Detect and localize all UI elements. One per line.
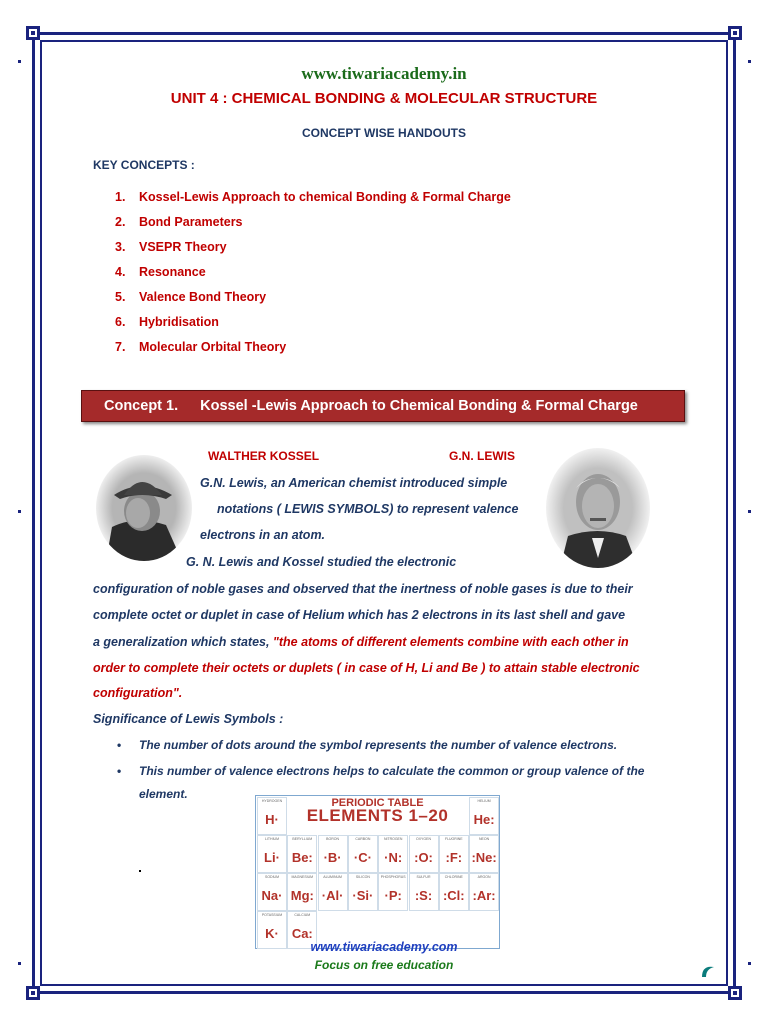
element-symbol: K· bbox=[265, 926, 279, 941]
element-symbol: :Ar: bbox=[472, 888, 496, 903]
bullet-text: element. bbox=[139, 787, 188, 801]
element-cell bbox=[469, 797, 499, 835]
concept-item bbox=[115, 340, 511, 365]
element-name: CALCIUM bbox=[294, 913, 311, 917]
element-symbol: :Cl: bbox=[442, 888, 465, 903]
paragraph-line: G. N. Lewis and Kossel studied the electronic bbox=[186, 555, 457, 569]
element-name: NITROGEN bbox=[383, 837, 403, 841]
element-name: POTASSIUM bbox=[261, 913, 283, 917]
element-name: HYDROGEN bbox=[261, 799, 283, 803]
site-url[interactable]: www.tiwariacademy.in bbox=[301, 64, 467, 83]
paragraph-line bbox=[93, 635, 629, 649]
element-symbol: Be: bbox=[291, 850, 313, 865]
margin-tick bbox=[18, 510, 21, 513]
element-name: MAGNESIUM bbox=[291, 875, 314, 879]
name-lewis: G.N. LEWIS bbox=[449, 449, 515, 463]
concept-item bbox=[115, 265, 511, 290]
bullet-text: This number of valence electrons helps to calculate the common or group valence of the bbox=[139, 764, 645, 778]
element-cell bbox=[378, 835, 408, 873]
corner-ornament bbox=[728, 26, 742, 40]
element-symbol: ·C· bbox=[353, 850, 372, 865]
margin-tick bbox=[748, 510, 751, 513]
concept-label: Bond Parameters bbox=[139, 215, 243, 229]
element-name: SILICON bbox=[355, 875, 370, 879]
element-cell bbox=[318, 835, 348, 873]
handouts-subtitle: CONCEPT WISE HANDOUTS bbox=[301, 126, 466, 140]
element-cell bbox=[348, 873, 378, 911]
paragraph-text: a generalization which states, bbox=[93, 635, 273, 649]
element-cell bbox=[348, 835, 378, 873]
unit-title: UNIT 4 : CHEMICAL BONDING & MOLECULAR STRUCTURE bbox=[170, 90, 598, 107]
significance-heading: Significance of Lewis Symbols : bbox=[93, 712, 284, 726]
kossel-portrait bbox=[96, 455, 192, 561]
concept-label: Resonance bbox=[139, 265, 206, 279]
concept-label: Valence Bond Theory bbox=[139, 290, 267, 304]
periodic-table-subtitle: ELEMENTS 1–20 bbox=[306, 806, 449, 825]
banner-title: Kossel -Lewis Approach to Chemical Bonding & Formal Charge bbox=[200, 398, 638, 414]
bullet-icon: • bbox=[117, 738, 122, 752]
element-name: CARBON bbox=[355, 837, 371, 841]
element-cell bbox=[469, 835, 499, 873]
element-symbol: :S: bbox=[414, 888, 433, 903]
concept-item bbox=[115, 215, 511, 240]
concept-number: 7. bbox=[115, 340, 126, 354]
corner-ornament bbox=[26, 986, 40, 1000]
paragraph-line: notations ( LEWIS SYMBOLS) to represent valence bbox=[217, 502, 519, 516]
element-name: LITHIUM bbox=[265, 837, 279, 841]
footer-url[interactable]: www.tiwariacademy.com bbox=[310, 940, 458, 954]
concept-number: 4. bbox=[115, 265, 126, 279]
bullet-text: The number of dots around the symbol represents the number of valence electrons. bbox=[139, 738, 618, 752]
paragraph-line: complete octet or duplet in case of Helium which has 2 electrons in its last shell and gave bbox=[93, 608, 626, 622]
element-symbol: ·B· bbox=[323, 850, 342, 865]
element-name: CHLORINE bbox=[444, 875, 463, 879]
periodic-table-title: PERIODIC TABLE bbox=[331, 797, 424, 809]
quote-text: "the atoms of different elements combine with each other in bbox=[272, 635, 629, 649]
paragraph-line: G.N. Lewis, an American chemist introduced simple bbox=[200, 476, 508, 490]
corner-ornament bbox=[26, 26, 40, 40]
element-symbol: ·Si· bbox=[352, 888, 374, 903]
concept-label: Molecular Orbital Theory bbox=[139, 340, 287, 354]
element-name: OXYGEN bbox=[416, 837, 431, 841]
element-cell bbox=[469, 873, 499, 911]
key-concepts-label: KEY CONCEPTS : bbox=[93, 158, 195, 172]
concept-number: 2. bbox=[115, 215, 126, 229]
paragraph-line: electrons in an atom. bbox=[200, 528, 326, 542]
element-symbol: :F: bbox=[445, 850, 463, 865]
concept-label: VSEPR Theory bbox=[139, 240, 227, 254]
concept-number: 3. bbox=[115, 240, 126, 254]
stray-dot bbox=[139, 870, 141, 872]
element-symbol: ·P: bbox=[384, 888, 402, 903]
concept-item bbox=[115, 315, 511, 340]
element-symbol: ·Al· bbox=[321, 888, 344, 903]
name-kossel: WALTHER KOSSEL bbox=[208, 449, 320, 463]
margin-tick bbox=[18, 60, 21, 63]
corner-ornament bbox=[728, 986, 742, 1000]
element-cell bbox=[287, 835, 317, 873]
element-symbol: Li· bbox=[264, 850, 280, 865]
bullet-icon: • bbox=[117, 764, 122, 778]
element-cell bbox=[257, 835, 287, 873]
element-cell bbox=[318, 873, 348, 911]
element-name: HELIUM bbox=[477, 799, 491, 803]
element-cell bbox=[439, 835, 469, 873]
concept-number: 6. bbox=[115, 315, 126, 329]
concept-label: Hybridisation bbox=[139, 315, 219, 329]
element-symbol: H· bbox=[265, 812, 279, 827]
element-symbol: Na· bbox=[261, 888, 283, 903]
element-symbol: Mg: bbox=[290, 888, 314, 903]
margin-tick bbox=[748, 60, 751, 63]
element-symbol: ·N: bbox=[384, 850, 403, 865]
element-name: BORON bbox=[326, 837, 340, 841]
quote-line: configuration". bbox=[93, 686, 183, 700]
element-cell bbox=[257, 873, 287, 911]
element-cell bbox=[257, 797, 287, 835]
concept-item bbox=[115, 290, 511, 315]
publisher-logo-icon bbox=[700, 963, 716, 979]
concept-item bbox=[115, 240, 511, 265]
quote-line: order to complete their octets or duplets ( in case of H, Li and Be ) to attain stable electronic bbox=[93, 661, 640, 675]
footer-tagline: Focus on free education bbox=[314, 958, 454, 972]
element-symbol: :O: bbox=[414, 850, 433, 865]
element-symbol: Ca: bbox=[291, 926, 313, 941]
element-symbol: :Ne: bbox=[471, 850, 497, 865]
concept-list bbox=[115, 190, 511, 365]
paragraph-line: configuration of noble gases and observed that the inertness of noble gases is due to their bbox=[93, 582, 633, 596]
concept-banner bbox=[81, 390, 685, 422]
element-name: SODIUM bbox=[265, 875, 279, 879]
element-name: PHOSPHORUS bbox=[380, 875, 406, 879]
element-name: SULFUR bbox=[416, 875, 431, 879]
element-cell bbox=[378, 873, 408, 911]
element-name: FLUORINE bbox=[444, 837, 463, 841]
element-name: ARGON bbox=[477, 875, 491, 879]
lewis-portrait bbox=[546, 448, 650, 568]
element-name: ALUMINUM bbox=[323, 875, 342, 879]
banner-number: Concept 1. bbox=[104, 398, 179, 414]
element-cell bbox=[409, 835, 439, 873]
concept-number: 1. bbox=[115, 190, 126, 204]
element-name: BERYLLIUM bbox=[292, 837, 313, 841]
element-symbol: He: bbox=[473, 812, 495, 827]
element-cell bbox=[439, 873, 469, 911]
element-name: NEON bbox=[479, 837, 490, 841]
element-cell bbox=[409, 873, 439, 911]
concept-number: 5. bbox=[115, 290, 126, 304]
concept-label: Kossel-Lewis Approach to chemical Bonding & Formal Charge bbox=[139, 190, 511, 204]
periodic-table-image bbox=[255, 795, 500, 949]
concept-item bbox=[115, 190, 511, 215]
element-cell bbox=[287, 873, 317, 911]
